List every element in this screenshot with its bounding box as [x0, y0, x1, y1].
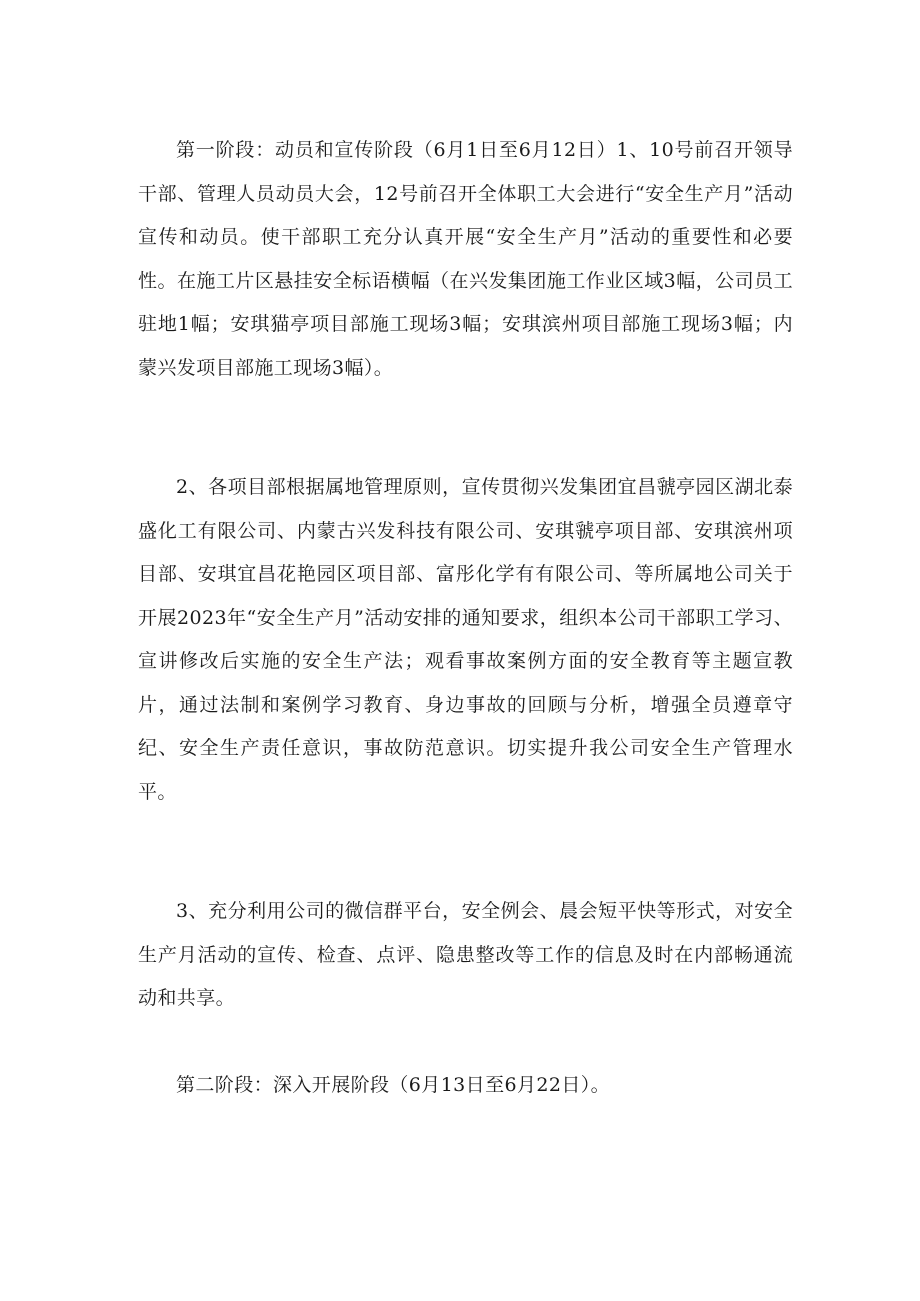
paragraph-item-two: 2、各项目部根据属地管理原则，宣传贯彻兴发集团宜昌虢亭园区湖北泰盛化工有限公司、内蒙古兴发科技有限公司、安琪虢亭项目部、安琪滨州项目部、安琪宜昌花艳园区项目部、富彤化学有有限公司、等所属地公司关于开展2023年“安全生产月”活动安排的通知要求，组织本公司干部职工学习、宣讲修改后实施的安全生产法；观看事故案例方面的安全教育等主题宣教片，通过法制和案例学习教育、身边事故的回顾与分析，增强全员遵章守纪、安全生产责任意识，事故防范意识。切实提升我公司安全生产管理水平。 [138, 476, 793, 803]
paragraph-phase-one: 第一阶段：动员和宣传阶段（6月1日至6月12日）1、10号前召开领导干部、管理人员动员大会，12号前召开全体职工大会进行“安全生产月”活动宣传和动员。使干部职工充分认真开展“安全生产月”活动的重要性和必要性。在施工片区悬挂安全标语横幅（在兴发集团施工作业区域3幅，公司员工驻地1幅；安琪猫亭项目部施工现场3幅；安琪滨州项目部施工现场3幅；内蒙兴发项目部施工现场3幅）。 [138, 139, 793, 379]
paragraph-item-three: 3、充分利用公司的微信群平台，安全例会、晨会短平快等形式，对安全生产月活动的宣传、检查、点评、隐患整改等工作的信息及时在内部畅通流动和共享。 [138, 900, 793, 1009]
paragraph-phase-two: 第二阶段：深入开展阶段（6月13日至6月22日）。 [176, 1074, 611, 1096]
